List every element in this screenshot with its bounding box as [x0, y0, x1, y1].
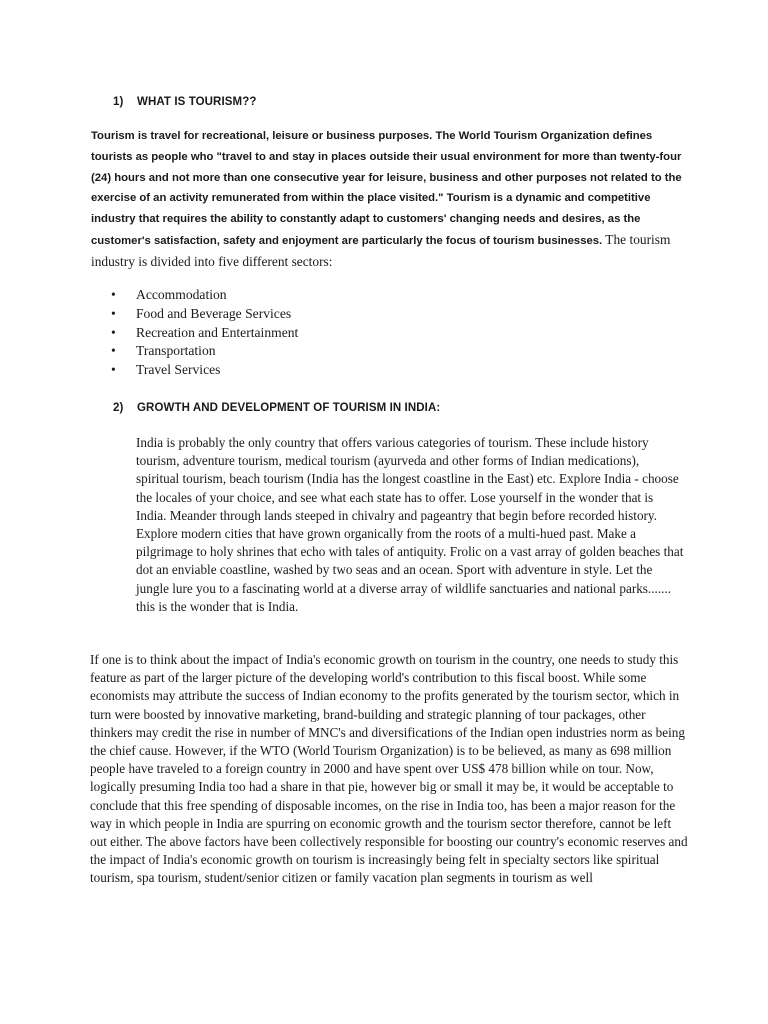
intro-paragraph — [91, 126, 691, 273]
list-item — [111, 361, 298, 380]
bullet-icon: • — [111, 287, 116, 302]
intro-plain-text: The tourism industry is divided into five different sectors: — [91, 231, 671, 269]
section-heading-growth-of-tourism — [113, 402, 440, 414]
bullet-icon: • — [111, 343, 116, 359]
list-item — [111, 305, 298, 324]
list-item-label: Travel Services — [136, 362, 221, 378]
indented-paragraph: India is probably the only country that offers various categories of tourism. These include history tourism, adventure tourism, medical tourism (ayurveda and other forms of Indian medications), spiritual tourism, beach tourism (India has the longest coastline in the East) etc. Explore India - choose the locales of your choice, and see what each state has to offer. Lose yourself in the wonder that is India. Meander through lands steeped in chivalry and pageantry that begin before recorded history. Explore modern cities that have grown organically from the roots of a multi-hued past. Make a pilgrimage to holy shrines that echo with tales of antiquity. Frolic on a vast array of golden beaches that dot an enviable coastline, washed by two seas and an ocean. Sport with adventure in style. Let the jungle lure you to a fascinating world at a diverse array of wildlife sanctuaries and national parks....... this is the wonder that is India. — [136, 435, 684, 614]
bullet-icon: • — [111, 305, 116, 321]
section-number: 2) — [113, 402, 124, 414]
sector-list — [111, 286, 298, 380]
intro-bold-text: Tourism is travel for recreational, leisure or business purposes. The World Tourism Organization defines tourists as people who "travel to and stay in places outside their usual environment for more than twenty-four (24) hours and not more than one consecutive year for leisure, business and other purposes not related to the exercise of an activity remunerated from within the place visited." Tourism is a dynamic and competitive industry that requires the ability to constantly adapt to customers' changing needs and desires, as the customer's satisfaction, safety and enjoyment are particularly the focus of tourism businesses. — [91, 130, 682, 247]
body-paragraph: If one is to think about the impact of India's economic growth on tourism in the country, one needs to study this feature as part of the larger picture of the developing world's contribution to this fiscal boost. While some economists may attribute the success of Indian economy to the profits generated by the tourism sector, which in turn were boosted by innovative marketing, brand-building and strategic planning of tour packages, other thinkers may credit the rise in number of MNC's and diversifications of the Indian open industries norm as being the chief cause. However, if the WTO (World Tourism Organization) is to be believed, as many as 698 million people have traveled to a foreign country in 2000 and have spent over US$ 478 billion while on tour. Now, logically presuming India too had a share in that pie, however big or small it may be, it would be acceptable to conclude that this free spending of disposable incomes, on the rise in India too, has been a major reason for the way in which people in India are spurring on economic growth and the tourism sector therefore, cannot be left out either. The above factors have been collectively responsible for boosting our country's economic reserves and the impact of India's economic growth on tourism is increasingly being felt in specialty sectors like spiritual tourism, spa tourism, student/senior citizen or family vacation plan segments in tourism as well — [90, 652, 688, 886]
section-heading-what-is-tourism — [113, 96, 256, 108]
list-item — [111, 324, 298, 343]
list-item-label: Food and Beverage Services — [136, 305, 292, 321]
list-item-label: Recreation and Entertainment — [136, 324, 299, 340]
section-title: GROWTH AND DEVELOPMENT OF TOURISM IN INDIA: — [137, 402, 441, 414]
list-item-label: Transportation — [136, 343, 216, 359]
list-item — [111, 286, 298, 305]
list-item — [111, 342, 298, 361]
section-number: 1) — [113, 96, 124, 108]
bullet-icon: • — [111, 324, 116, 340]
list-item-label: Accommodation — [136, 287, 227, 302]
section-title: WHAT IS TOURISM?? — [137, 96, 257, 108]
bullet-icon: • — [111, 362, 116, 378]
